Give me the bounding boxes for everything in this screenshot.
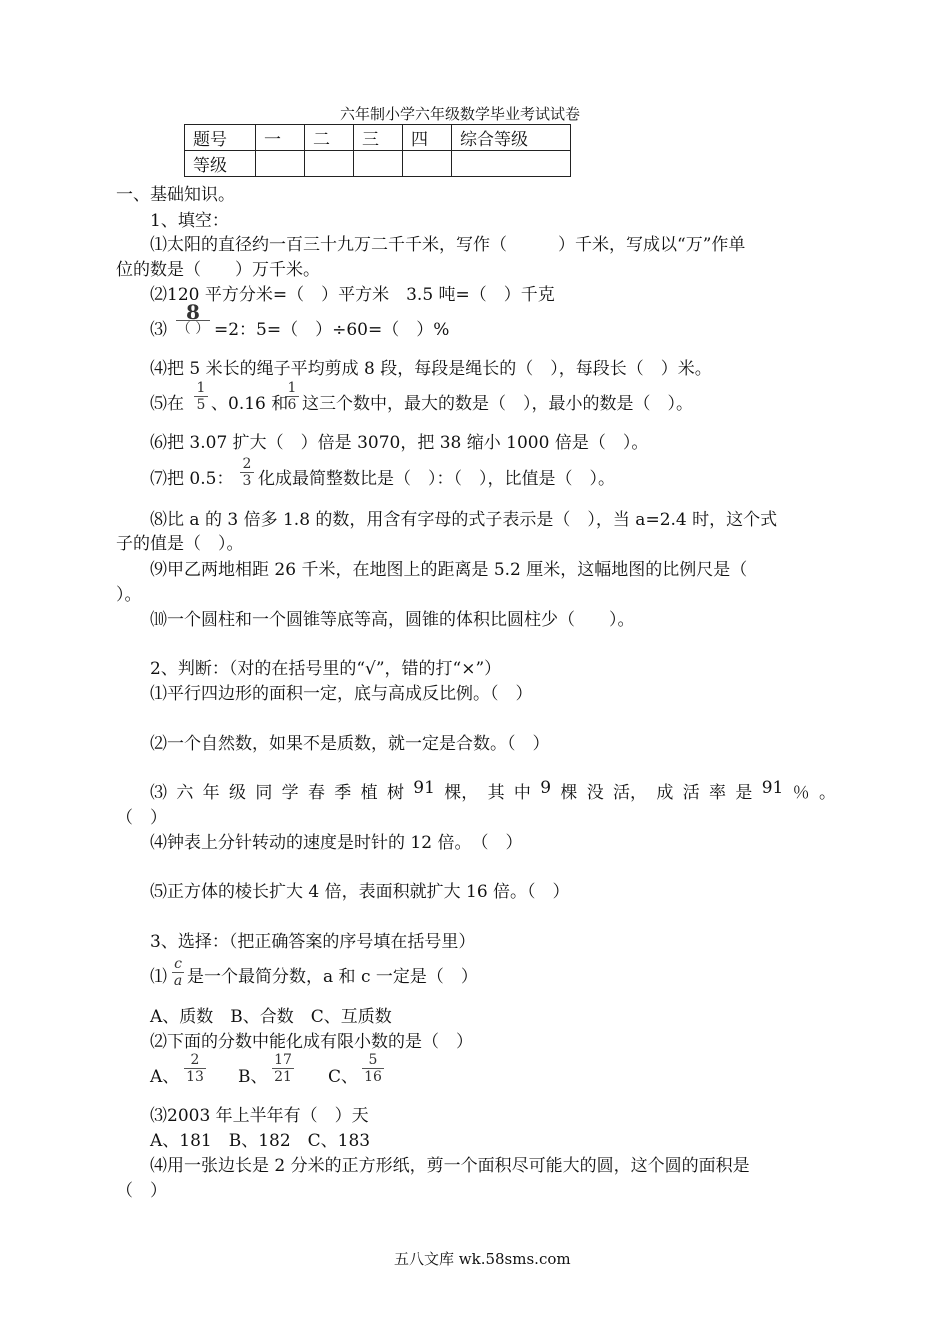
fraction-numerator: 1 [287,380,297,396]
text-segment: ％ [792,783,810,803]
fraction [240,456,254,489]
table-cell: 一 [256,125,305,151]
text-segment: 91 [761,778,784,798]
table-cell [452,151,571,177]
question-item: ⑼甲乙两地相距 26 千米，在地图上的距离是 5.2 厘米，这幅地图的比例尺是（ [150,560,748,580]
question-item: 化成最简整数比是（ ）：（ ），比值是（ ）。 [258,469,615,489]
fraction-denominator: （ ） [176,321,210,337]
question-item: ⑷把 5 米长的绳子平均剪成 8 段，每段是绳长的（ ），每段长（ ）米。 [150,359,712,379]
question-number: ⑴ [150,967,167,987]
fraction-denominator: a [173,973,183,989]
fraction-numerator: 2 [242,456,252,472]
text-segment: 活 [682,783,700,803]
text-segment: 棵 [560,783,578,803]
question-item: ⑵下面的分数中能化成有限小数的是（ ） [150,1032,473,1052]
text-segment: 同 [255,783,273,803]
fraction [176,300,210,337]
text-segment: 级 [228,783,246,803]
text-segment: 中 [513,783,531,803]
question-item: ⑺把 0.5： [150,469,234,489]
text-segment: 91 [413,778,435,798]
question-item: ⑷用一张边长是 2 分米的正方形纸，剪一个面积尽可能大的圆，这个圆的面积是 [150,1156,750,1176]
text-segment: 成 [656,783,674,803]
table-row [185,125,571,151]
question-item: 位的数是（ ）万千米。 [116,260,320,280]
question-number: ⑶ [150,320,167,340]
table-cell: 等级 [185,151,256,177]
text-segment: 六 [176,783,194,803]
answer-options: A、181 B、182 C、183 [150,1131,371,1151]
fraction-numerator: 8 [186,300,200,324]
question-item: 是一个最简分数，a 和 c 一定是（ ） [187,967,478,987]
fraction [272,1052,294,1085]
option-label: C、 [328,1067,359,1087]
answer-options: A、质数 B、合数 C、互质数 [150,1007,392,1027]
option-label: A、 [150,1067,180,1087]
question-item: ⑷钟表上分针转动的速度是时针的 12 倍。 （ ） [150,833,523,853]
text-segment: 树 [386,783,404,803]
fraction-denominator: 13 [186,1069,204,1085]
question-item: 这三个数中，最大的数是（ ），最小的数是（ ）。 [302,394,693,414]
text-segment: 率 [709,783,727,803]
fraction-numerator: 17 [274,1052,292,1068]
question-item: ⑴太阳的直径约一百三十九万二千千米，写作（ ）千米，写成以“万”作单 [150,235,746,255]
question-heading: 1、填空： [150,211,229,231]
table-cell [305,151,354,177]
question-heading: 2、判断：（对的在括号里的“√”，错的打“×”） [150,659,502,679]
question-heading: 3、选择：（把正确答案的序号填在括号里） [150,932,476,952]
text-segment: ⑶ [150,783,167,803]
question-item: ⑹把 3.07 扩大（ ）倍是 3070，把 38 缩小 1000 倍是（ ）。 [150,433,649,453]
score-table [184,124,571,177]
table-cell [256,151,305,177]
fraction [194,380,208,413]
text-segment: 季 [334,783,352,803]
fraction-denominator: 5 [196,397,206,413]
question-item: 、0.16 和 [211,394,289,414]
table-cell: 三 [354,125,403,151]
question-item: ⑽一个圆柱和一个圆锥等底等高，圆锥的体积比圆柱少（ ）。 [150,610,635,630]
question-item: ⑸在 [150,394,184,414]
fraction-denominator: 6 [287,397,297,413]
fraction [172,956,184,989]
fraction-numerator: 5 [368,1052,378,1068]
text-segment: 学 [281,783,299,803]
table-cell: 综合等级 [452,125,571,151]
question-item: （ ） [116,808,167,828]
footer-watermark: 五八文库 wk.58sms.com [394,1250,571,1268]
fraction-numerator: c [174,956,182,972]
fraction [184,1052,206,1085]
question-item: ）。 [116,585,142,605]
question-item: （ ） [116,1181,167,1201]
text-segment: 活， [613,783,648,803]
text-segment: 其 [487,783,505,803]
question-item: ⑴平行四边形的面积一定，底与高成反比例。（ ） [150,684,533,704]
fraction-denominator: 3 [242,473,252,489]
question-item: =2：5=（ ）÷60=（ ）% [214,320,450,340]
question-item: ⑵120 平方分米=（ ）平方米 3.5 吨=（ ）千克 [150,285,555,305]
table-row [185,151,571,177]
fraction-denominator: 21 [274,1069,292,1085]
fraction-numerator: 1 [196,380,206,396]
table-cell: 题号 [185,125,256,151]
table-cell: 四 [403,125,452,151]
question-item: 子的值是（ ）。 [116,534,244,554]
question-item: ⑸正方体的棱长扩大 4 倍，表面积就扩大 16 倍。（ ） [150,882,570,902]
fraction-denominator: 16 [364,1069,382,1085]
page-title: 六年制小学六年级数学毕业考试试卷 [340,105,581,123]
text-segment: 。 [818,783,836,803]
section-heading: 一、基础知识。 [116,185,235,205]
fraction [285,380,299,413]
fraction-numerator: 2 [190,1052,200,1068]
text-segment: 棵， [444,783,479,803]
table-cell [403,151,452,177]
table-cell: 二 [305,125,354,151]
option-label: B、 [238,1067,268,1087]
question-item: ⑻比 a 的 3 倍多 1.8 的数，用含有字母的式子表示是（ ），当 a=2.4 时，这个式 [150,510,778,530]
question-item [150,778,836,803]
table-cell [354,151,403,177]
text-segment: 9 [540,778,552,798]
text-segment: 没 [586,783,604,803]
text-segment: 植 [360,783,378,803]
text-segment: 春 [307,783,325,803]
question-item: ⑶2003 年上半年有（ ）天 [150,1106,369,1126]
question-item: ⑵一个自然数，如果不是质数，就一定是合数。（ ） [150,734,550,754]
fraction [362,1052,384,1085]
text-segment: 年 [202,783,220,803]
text-segment: 是 [735,783,753,803]
